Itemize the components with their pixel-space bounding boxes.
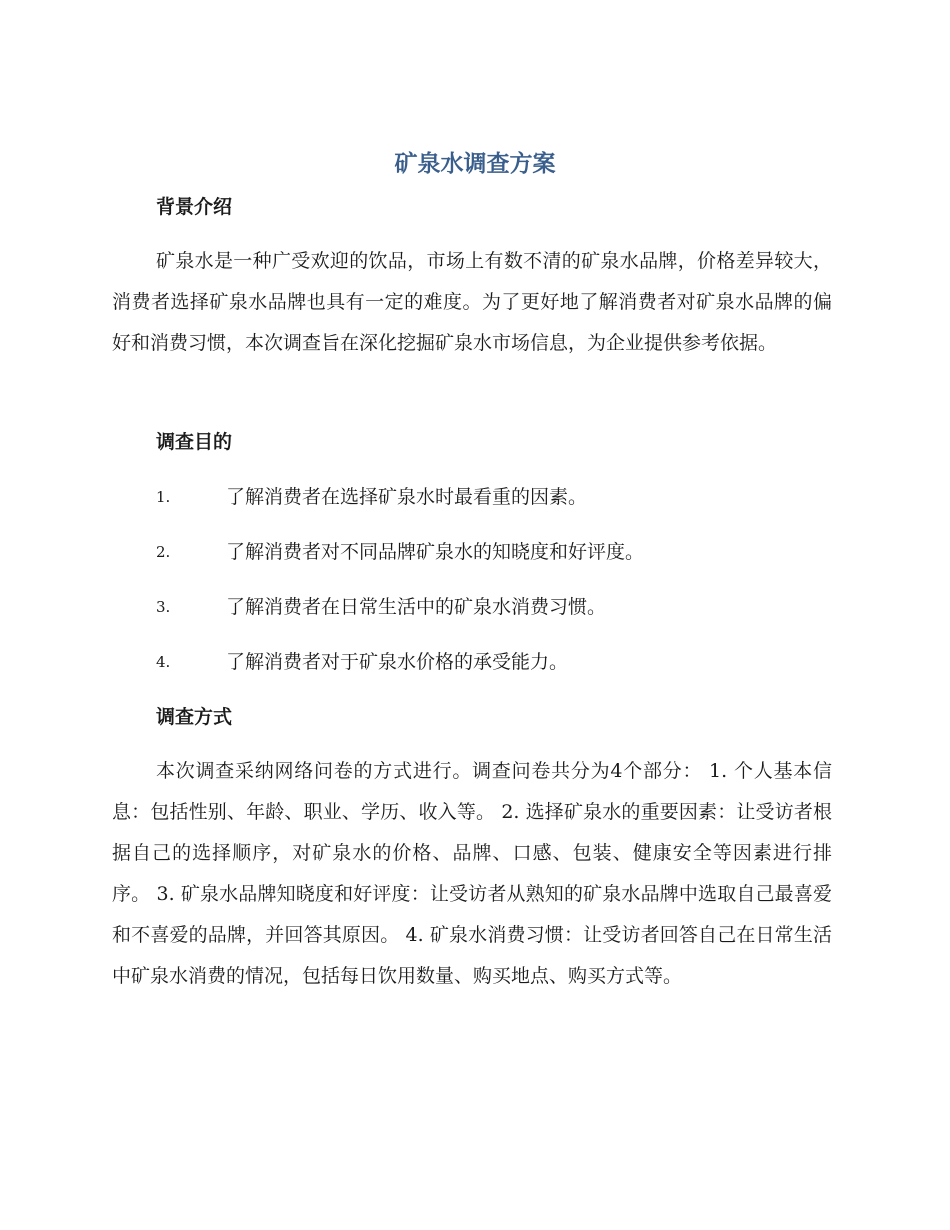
list-item-number: 1.	[156, 488, 171, 506]
background-paragraph: 矿泉水是一种广受欢迎的饮品，市场上有数不清的矿泉水品牌，价格差异较大，消费者选择矿泉水品牌也具有一定的难度。为了更好地了解消费者对矿泉水品牌的偏好和消费习惯，本次调查旨在深化挖掘矿泉水市场信息，为企业提供参考依据。	[112, 250, 832, 354]
list-item-number: 2.	[156, 543, 171, 561]
list-item-text: 了解消费者对不同品牌矿泉水的知晓度和好评度。	[226, 541, 645, 563]
list-item-number: 4.	[156, 653, 171, 671]
list-item-text: 了解消费者在选择矿泉水时最看重的因素。	[226, 486, 588, 508]
list-item-text: 了解消费者在日常生活中的矿泉水消费习惯。	[226, 596, 607, 618]
list-item-number: 3.	[156, 598, 171, 616]
section-heading-background: 背景介绍	[156, 196, 233, 218]
list-item	[156, 592, 836, 622]
list-item	[156, 647, 836, 677]
method-paragraph: 本次调查采纳网络问卷的方式进行。调查问卷共分为4个部分： 1. 个人基本信息：包括性别、年龄、职业、学历、收入等。 2. 选择矿泉水的重要因素：让受访者根据自己的选择顺序，对矿泉水的价格、品牌、口感、包装、健康安全等因素进行排序。 3. 矿泉水品牌知晓度和好评度：让受访者从熟知的矿泉水品牌中选取自己最喜爱和不喜爱的品牌，并回答其原因。 4. 矿泉水消费习惯：让受访者回答自己在日常生活中矿泉水消费的情况，包括每日饮用数量、购买地点、购买方式等。	[112, 760, 832, 987]
section-heading-method: 调查方式	[156, 706, 233, 728]
list-item	[156, 482, 836, 512]
list-item	[156, 537, 836, 567]
section-heading-purpose: 调查目的	[156, 431, 233, 453]
document-title: 矿泉水调查方案	[394, 151, 556, 177]
list-item-text: 了解消费者对于矿泉水价格的承受能力。	[226, 651, 569, 673]
